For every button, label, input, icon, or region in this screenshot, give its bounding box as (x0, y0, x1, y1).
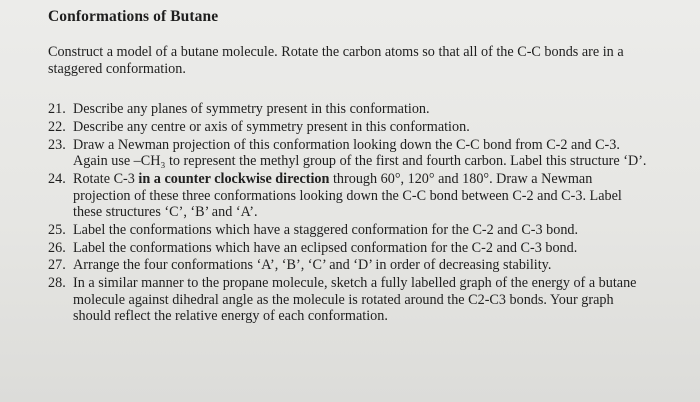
question-item (48, 171, 648, 221)
question-number: 25. (48, 221, 66, 238)
question-number: 27. (48, 257, 66, 274)
question-item (48, 257, 648, 274)
page-title: Conformations of Butane (48, 8, 219, 25)
question-item (48, 137, 648, 170)
question-text-after: through 60°, 120° and 180°. Draw a Newman projection of these three conformations looking down the C-C bond between C-2 and C-3. Label these structures ‘C’, ‘B’ and ‘A’. (73, 170, 622, 221)
question-number: 26. (48, 239, 66, 256)
question-item (48, 119, 648, 136)
question-text: Describe any planes of symmetry present in this conformation. (73, 101, 430, 117)
question-item (48, 240, 648, 257)
question-text: Draw a Newman projection of this conformation looking down the C-C bond from C-2 and C-3. Again use –CH₃ to represent the methyl group of the first and fourth carbon. Label this structure ‘D’. (73, 136, 647, 170)
question-text: In a similar manner to the propane molecule, sketch a fully labelled graph of the energy of a butane molecule against dihedral angle as the molecule is rotated around the C2-C3 bonds. Your graph should reflect the relative energy of each conformation. (73, 275, 637, 325)
question-text: Label the conformations which have a staggered conformation for the C-2 and C-3 bond. (73, 221, 579, 238)
question-text: Label the conformations which have an eclipsed conformation for the C-2 and C-3 bond. (73, 239, 578, 256)
intro-paragraph: Construct a model of a butane molecule. Rotate the carbon atoms so that all of the C-C bonds are in a staggered conformation. (48, 44, 624, 77)
question-text (73, 171, 648, 221)
question-item (48, 101, 648, 118)
question-list (48, 101, 648, 326)
question-text-bold: in a counter clockwise direction (138, 170, 330, 187)
question-number: 24. (48, 170, 66, 187)
question-item (48, 222, 648, 239)
question-number: 28. (48, 275, 66, 292)
question-item (48, 275, 648, 325)
question-number: 23. (48, 136, 66, 153)
question-text: Arrange the four conformations ‘A’, ‘B’, ‘C’ and ‘D’ in order of decreasing stability. (73, 257, 552, 274)
question-text-before: Rotate C-3 (73, 170, 139, 187)
question-text: Describe any centre or axis of symmetry present in this conformation. (73, 118, 470, 135)
question-number: 22. (48, 118, 66, 135)
question-number: 21. (48, 101, 66, 117)
